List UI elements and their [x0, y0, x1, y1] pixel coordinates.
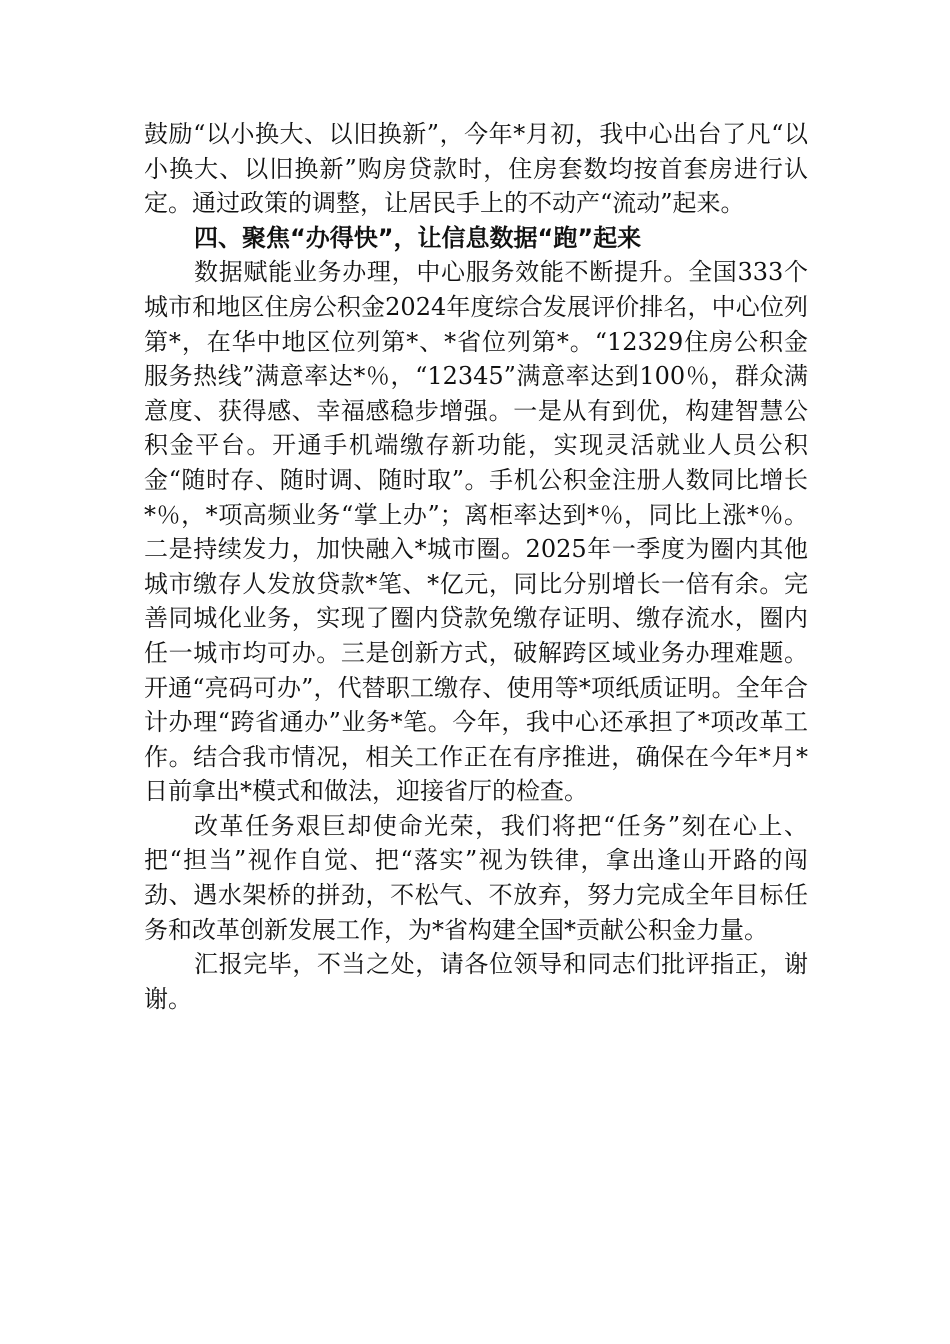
paragraph-reform-commitment: 改革任务艰巨却使命光荣，我们将把“任务”刻在心上、把“担当”视作自觉、把“落实”视为铁律，拿出逢山开路的闯劲、遇水架桥的拼劲，不松气、不放弃，努力完成全年目标任务和改革创新发展工作，为*省构建全国*贡献公积金力量。 — [144, 811, 808, 944]
paragraph-closing-remarks: 汇报完毕，不当之处，请各位领导和同志们批评指正，谢谢。 — [144, 950, 808, 1013]
document-body — [144, 117, 808, 1016]
paragraph-policy-continuation: 鼓励“以小换大、以旧换新”，今年*月初，我中心出台了凡“以小换大、以旧换新”购房贷款时，住房套数均按首套房进行认定。通过政策的调整，让居民手上的不动产“流动”起来。 — [144, 120, 808, 218]
section-heading-four: 四、聚焦“办得快”，让信息数据“跑”起来 — [194, 223, 642, 252]
paragraph-data-empowerment: 数据赋能业务办理，中心服务效能不断提升。全国333个城市和地区住房公积金2024年度综合发展评价排名，中心位列第*，在华中地区位列第*、*省位列第*。“12329住房公积金服务热线”满意率达*％，“12345”满意率达到100％，群众满意度、获得感、幸福感稳步增强。一是从有到优，构建智慧公积金平台。开通手机端缴存新功能，实现灵活就业人员公积金“随时存、随时调、随时取”。手机公积金注册人数同比增长*％，*项高频业务“掌上办”；离柜率达到*％，同比上涨*％。二是持续发力，加快融入*城市圈。2025年一季度为圈内其他城市缴存人发放贷款*笔、*亿元，同比分别增长一倍有余。完善同城化业务，实现了圈内贷款免缴存证明、缴存流水，圈内任一城市均可办。三是创新方式，破解跨区域业务办理难题。开通“亮码可办”，代替职工缴存、使用等*项纸质证明。全年合计办理“跨省通办”业务*笔。今年，我中心还承担了*项改革工作。结合我市情况，相关工作正在有序推进，确保在今年*月*日前拿出*模式和做法，迎接省厅的检查。 — [144, 258, 808, 806]
